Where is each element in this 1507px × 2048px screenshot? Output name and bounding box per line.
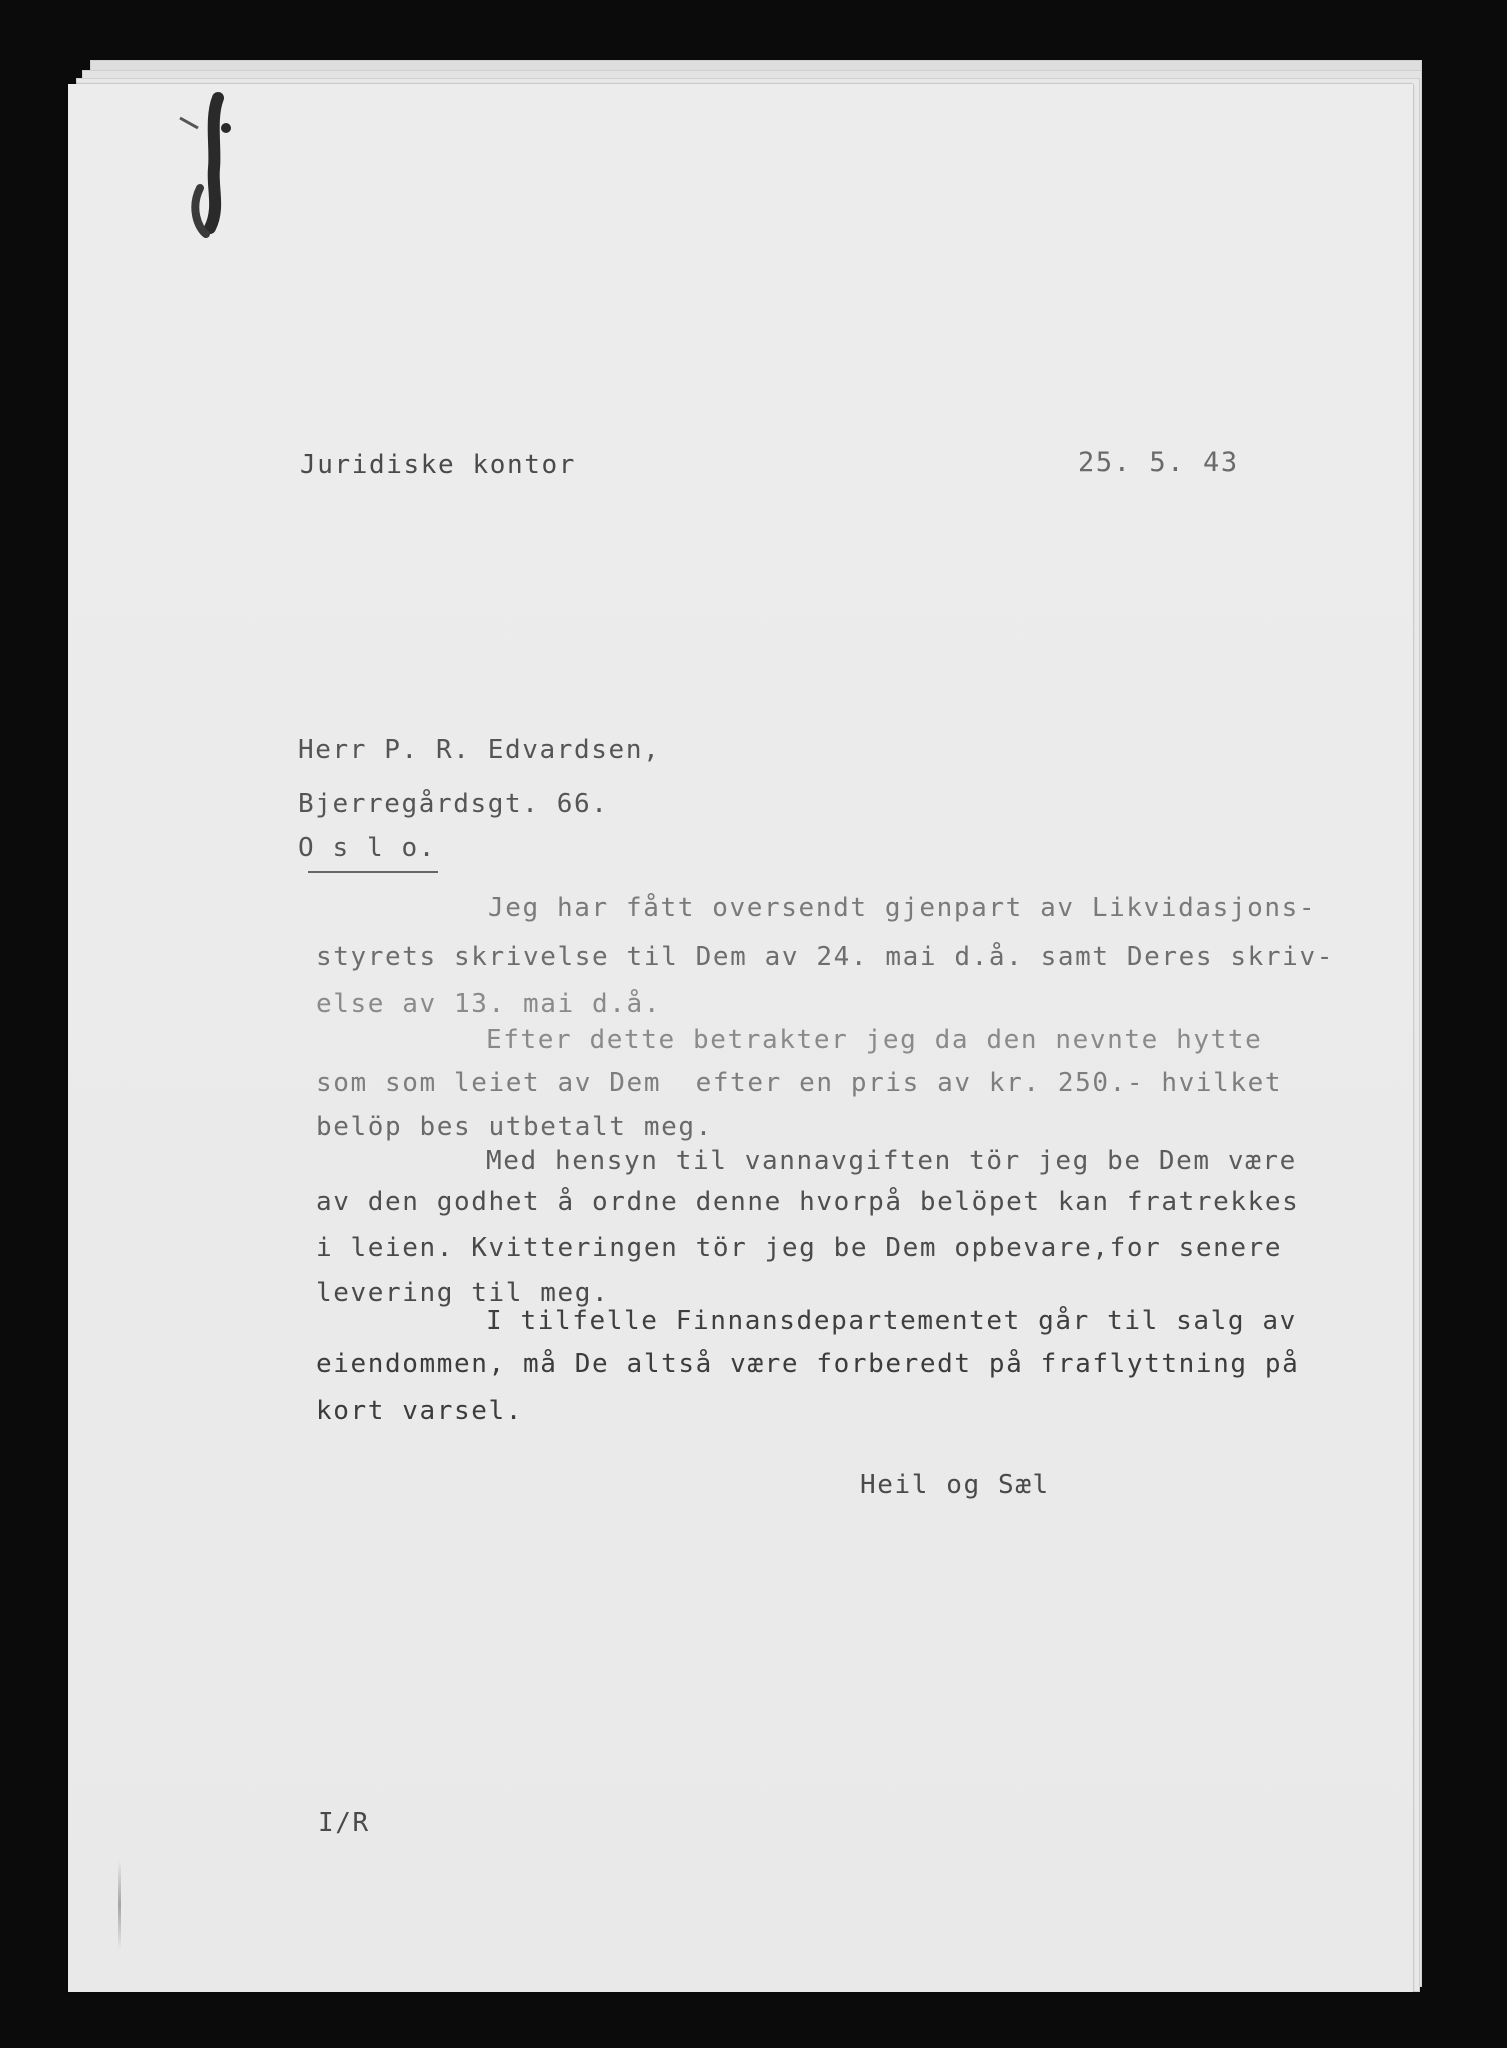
letter-date: 25. 5. 43 xyxy=(1078,447,1239,478)
binder-clip-mark-icon xyxy=(140,88,260,238)
paragraph-2-line-1: Efter dette betrakter jeg da den nevnte hytte xyxy=(486,1025,1263,1055)
recipient-name: Herr P. R. Edvardsen, xyxy=(298,735,661,765)
paragraph-1-line-1: Jeg har fått oversendt gjenpart av Likvidasjons- xyxy=(488,893,1317,923)
paragraph-3-line-1: Med hensyn til vannavgiften tör jeg be Dem være xyxy=(486,1146,1297,1176)
paragraph-1-line-2: styrets skrivelse til Dem av 24. mai d.å. samt Deres skriv- xyxy=(316,942,1334,972)
paragraph-3-line-2: av den godhet å ordne denne hvorpå belöpet kan fratrekkes xyxy=(316,1187,1300,1217)
paragraph-3-line-4: levering til meg. xyxy=(316,1278,610,1308)
recipient-city: O s l o. xyxy=(298,833,437,863)
paragraph-2-line-3: belöp bes utbetalt meg. xyxy=(316,1112,713,1142)
paragraph-4-line-1: I tilfelle Finnansdepartementet går til salg av xyxy=(486,1306,1297,1336)
closing-greeting: Heil og Sæl xyxy=(860,1470,1050,1500)
office-name: Juridiske kontor xyxy=(300,450,577,480)
paragraph-3-line-3: i leien. Kvitteringen tör jeg be Dem opbevare,for senere xyxy=(316,1233,1283,1263)
paragraph-4-line-2: eiendommen, må De altså være forberedt på fraflyttning på xyxy=(316,1349,1300,1379)
recipient-street: Bjerregårdsgt. 66. xyxy=(298,789,609,819)
paragraph-2-line-2: som som leiet av Dem efter en pris av kr. 250.- hvilket xyxy=(316,1068,1283,1098)
city-underline xyxy=(308,871,438,873)
reference-initials: I/R xyxy=(318,1808,370,1838)
paragraph-1-line-3: else av 13. mai d.å. xyxy=(316,989,662,1019)
paragraph-4-line-3: kort varsel. xyxy=(316,1396,524,1426)
paper-edge-mark xyxy=(118,1860,121,1950)
